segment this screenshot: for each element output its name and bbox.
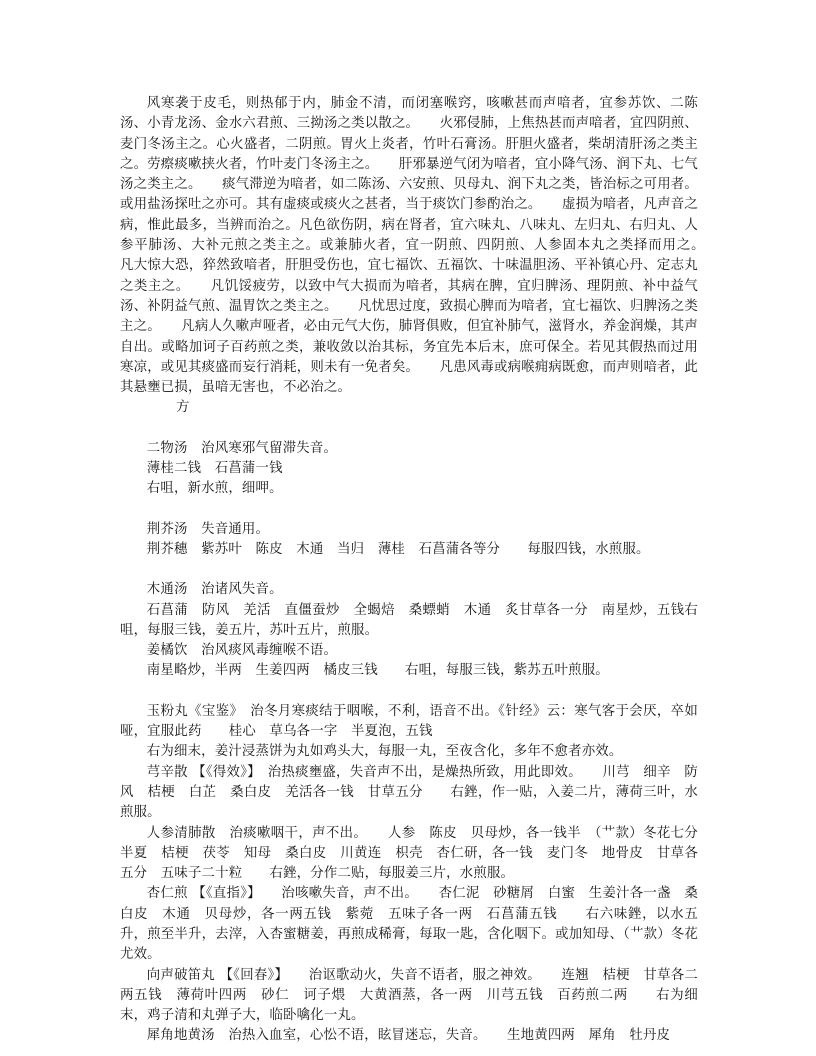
formula-directions: 右咀，新水煎，细呷。 — [146, 481, 283, 497]
formula-title: 二物汤 治风寒邪气留滞失音。 — [146, 440, 338, 456]
formula-ingredients: 南星略炒，半两 生姜四两 橘皮三钱 右咀，每服三钱，紫苏五叶煎服。 — [146, 663, 609, 679]
spacer — [120, 419, 698, 439]
spacer — [120, 682, 698, 702]
formula-directions: 右为细末，姜汁浸蒸饼为丸如鸡头大，每服一丸，至夜含化，多年不愈者亦效。 — [146, 744, 623, 760]
document-page — [120, 94, 726, 1047]
formula-entry: 杏仁煎 【《直指》】 治咳嗽失音，声不出。 杏仁泥 砂糖屑 白蜜 生姜汁各一盏 桑白皮 木通 贝母炒，各一两五钱 紫菀 五味子各一两 石菖蒲五钱 右六味銼，以水五升，煎至半升，去滓，入杏蜜糖姜，再煎成稀膏，每取一匙，含化咽下。或加知母、（艹款）冬花尤效。 — [120, 886, 698, 963]
spacer — [120, 500, 698, 520]
formula-title: 荆芥汤 失音通用。 — [146, 521, 270, 537]
formula-entry: 玉粉丸《宝鉴》 治冬月寒痰结于咽喉，不利，语音不出。《针经》云：寒气客于会厌，卒如哑，宜服此药 桂心 草乌各一字 半夏泡，五钱 — [120, 703, 698, 740]
formula-entry: 芎辛散 【《得效》】 治热痰壅盛，失音声不出，是燥热所致，用此即效。 川芎 细辛 防风 桔梗 白芷 桑白皮 羌活各一钱 甘草五分 右銼，作一贴，入姜二片，薄荷三叶，水煎服。 — [120, 764, 698, 821]
intro-paragraph: 风寒袭于皮毛，则热郁于内，肺金不清，而闭塞喉窍，咳嗽甚而声喑者，宜参苏饮、二陈汤、小青龙汤、金水六君煎、三拗汤之类以散之。 火邪侵肺，上焦热甚而声喑者，宜四阴煎、麦门冬汤主之。心火盛者，二阴煎。胃火上炎者，竹叶石膏汤。肝胆火盛者，柴胡清肝汤之类主之。劳瘵痰嗽挟火者，竹叶麦门冬汤主之。 肝邪暴逆气闭为喑者，宜小降气汤、润下丸、七气汤之类主之。 痰气滞逆为喑者，如二陈汤、六安煎、贝母丸、润下丸之类，皆治标之可用者。或用盐汤探吐之亦可。其有虚痰或痰火之甚者，当于痰饮门参酌治之。 虚损为喑者，凡声音之病，惟此最多，当辨而治之。凡色欲伤阴，病在肾者，宜六味丸、八味丸、左归丸、右归丸、人参平肺汤、大补元煎之类主之。或兼肺火者，宜一阴煎、四阴煎、人参固本丸之类择而用之。 凡大惊大恐，猝然致喑者，肝胆受伤也，宜七福饮、五福饮、十味温胆汤、平补镇心丹、定志丸之类主之。 凡饥馁疲劳，以致中气大损而为喑者，其病在脾，宜归脾汤、理阴煎、补中益气汤、补阴益气煎、温胃饮之类主之。 凡忧思过度，致损心脾而为喑者，宜七福饮、归脾汤之类主之。 凡病人久嗽声哑者，必由元气大伤，肺肾俱败，但宜补肺气，滋肾水，养金润燥，其声自出。或略加诃子百药煎之类，兼收敛以治其标，务宜先本后末，庶可保全。若见其假热而过用寒凉，或见其痰盛而妄行消耗，则未有一免者矣。 凡患风毒或病喉痈病既愈，而声则喑者，此其悬壅已损，虽喑无害也，不必治之。 — [120, 96, 726, 396]
formula-ingredients: 薄桂二钱 石菖蒲一钱 — [146, 461, 283, 477]
formula-entry: 犀角地黄汤 治热入血室，心忪不语，眩冒迷忘，失音。 生地黄四两 犀角 牡丹皮 — [146, 1028, 671, 1044]
section-heading: 方 — [176, 400, 190, 416]
formula-ingredients: 石菖蒲 防风 羌活 直僵蚕炒 全蝎焙 桑螵蛸 木通 炙甘草各一分 南星炒，五钱右咀，每服三钱，姜五片，苏叶五片，煎服。 — [120, 602, 698, 638]
spacer — [120, 560, 698, 580]
formula-entry: 人参清肺散 治痰嗽咽干，声不出。 人参 陈皮 贝母炒，各一钱半 （艹款）冬花七分 半夏 桔梗 茯苓 知母 桑白皮 川黄连 枳壳 杏仁研，各一钱 麦门冬 地骨皮 甘草各五分 五味子二十粒 右銼，分作二贴，每服姜三片，水煎服。 — [120, 825, 712, 882]
formula-entry: 向声破笛丸 【《回春》】 治讴歌动火，失音不语者，服之神效。 连翘 桔梗 甘草各二两五钱 薄荷叶四两 砂仁 诃子煨 大黄酒蒸，各一两 川芎五钱 百药煎二两 右为细末，鸡子清和丸弹子大，临卧噙化一丸。 — [120, 967, 698, 1024]
formula-title: 姜橘饮 治风痰风毒缠喉不语。 — [146, 643, 338, 659]
formula-ingredients: 荆芥穗 紫苏叶 陈皮 木通 当归 薄桂 石菖蒲各等分 每服四钱，水煎服。 — [146, 541, 650, 557]
formula-title: 木通汤 治诸风失音。 — [146, 582, 283, 598]
